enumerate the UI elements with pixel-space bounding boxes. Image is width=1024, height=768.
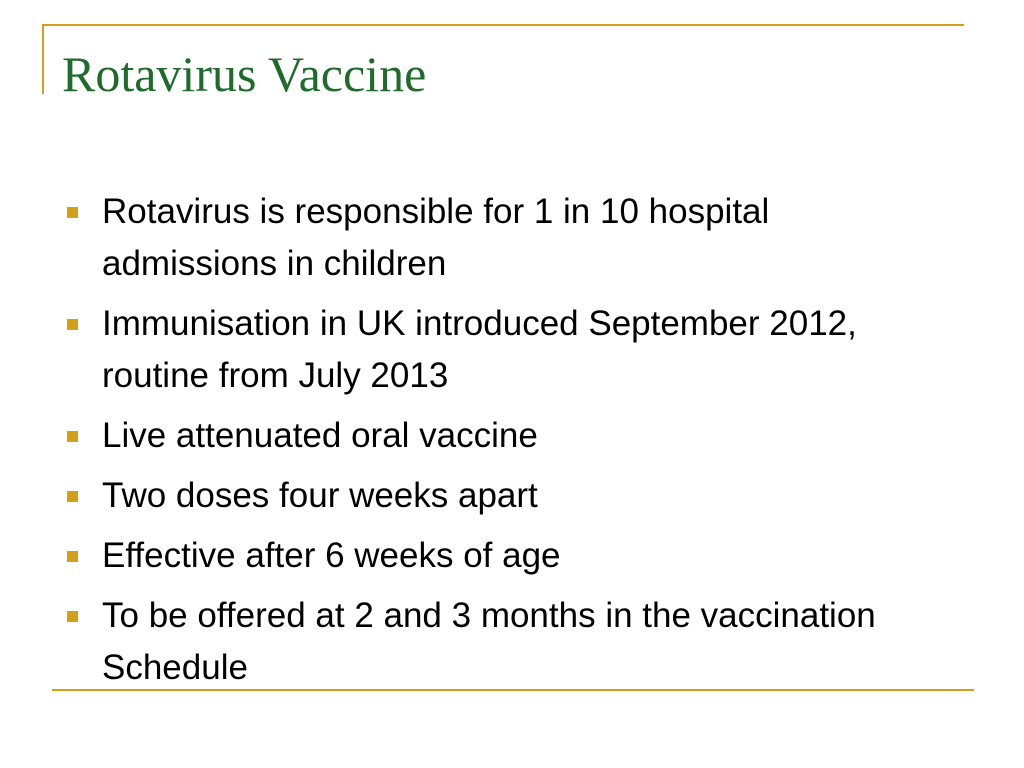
frame-top-line [42,24,964,26]
square-bullet-icon [67,207,78,218]
bullet-item [62,530,942,582]
bullet-list [62,186,942,702]
square-bullet-icon [67,319,78,330]
bullet-text: Live attenuated oral vaccine [102,416,538,455]
bullet-item [62,298,942,402]
bullet-text: Immunisation in UK introduced September 2012, routine from July 2013 [102,304,857,395]
square-bullet-icon [67,431,78,442]
bullet-item [62,186,942,290]
frame-left-line [42,24,44,94]
bullet-text: Rotavirus is responsible for 1 in 10 hospital admissions in children [102,192,770,283]
square-bullet-icon [67,491,78,502]
bullet-item [62,470,942,522]
bullet-text: Two doses four weeks apart [102,476,538,515]
bullet-text: To be offered at 2 and 3 months in the vaccination Schedule [102,596,876,687]
slide-title: Rotavirus Vaccine [62,46,427,102]
square-bullet-icon [67,611,78,622]
bullet-item [62,590,942,694]
square-bullet-icon [67,551,78,562]
bullet-text: Effective after 6 weeks of age [102,536,561,575]
bullet-item [62,410,942,462]
